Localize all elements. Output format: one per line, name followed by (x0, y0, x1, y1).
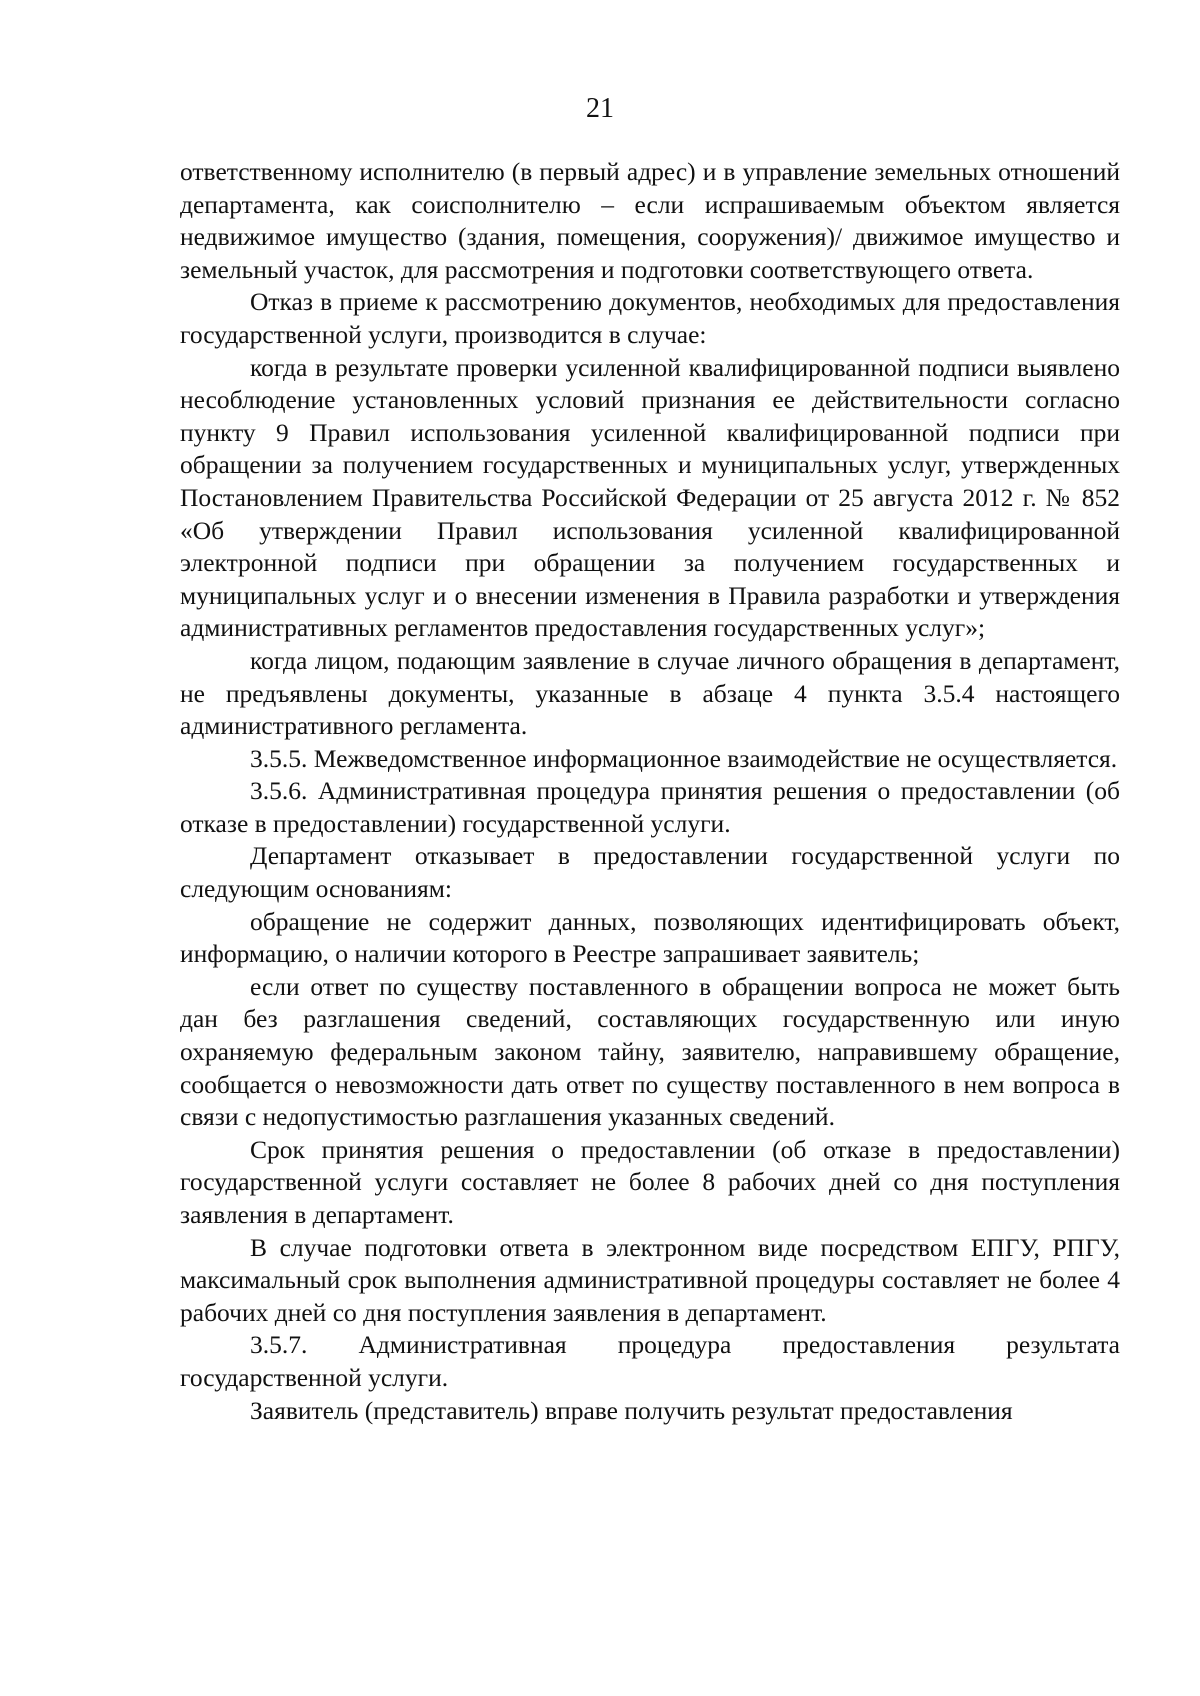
paragraph-8: обращение не содержит данных, позволяющих идентифицировать объект, информацию, о наличии которого в Реестре запрашивает заявитель; (180, 906, 1120, 969)
page-number: 21 (586, 93, 614, 124)
paragraph-3: когда в результате проверки усиленной квалифицированной подписи выявлено несоблюдение установленных условий признания ее действительности согласно пункту 9 Правил использования усиленной квалифицированной подписи при обращении за получением государственных и муниципальных услуг, утвержденных Постановлением Правительства Российской Федерации от 25 августа 2012 г. № 852 «Об утверждении Правил использования усиленной квалифицированной электронной подписи при обращении за получением государственных и муниципальных услуг и о внесении изменения в Правила разработки и утверждения административных регламентов предоставления государственных услуг»; (180, 352, 1120, 643)
paragraph-9: если ответ по существу поставленного в обращении вопроса не может быть дан без разглашения сведений, составляющих государственную или иную охраняемую федеральным законом тайну, заявителю, направившему обращение, сообщается о невозможности дать ответ по существу поставленного в нем вопроса в связи с недопустимостью разглашения указанных сведений. (180, 971, 1120, 1132)
paragraph-6: 3.5.6. Административная процедура принятия решения о предоставлении (об отказе в предоставлении) государственной услуги. (180, 776, 1120, 838)
paragraph-11: В случае подготовки ответа в электронном виде посредством ЕПГУ, РПГУ, максимальный срок выполнения административной процедуры составляет не более 4 рабочих дней со дня поступления заявления в департамент. (180, 1232, 1120, 1327)
paragraph-1: ответственному исполнителю (в первый адрес) и в управление земельных отношений департамента, как соисполнителю – если испрашиваемым объектом является недвижимое имущество (здания, помещения, сооружения)/ движимое имущество и земельный участок, для рассмотрения и подготовки соответствующего ответа. (180, 157, 1120, 284)
paragraph-2: Отказ в приеме к рассмотрению документов, необходимых для предоставления государственной услуги, производится в случае: (180, 287, 1120, 349)
paragraph-5: 3.5.5. Межведомственное информационное взаимодействие не осуществляется. (250, 743, 1118, 773)
paragraph-4: когда лицом, подающим заявление в случае личного обращения в департамент, не предъявлены документы, указанные в абзаце 4 пункта 3.5.4 настоящего административного регламента. (180, 645, 1120, 741)
paragraph-10: Срок принятия решения о предоставлении (об отказе в предоставлении) государственной услуги составляет не более 8 рабочих дней со дня поступления заявления в департамент. (180, 1134, 1120, 1229)
paragraph-7: Департамент отказывает в предоставлении государственной услуги по следующим основаниям: (180, 841, 1120, 904)
document-body (180, 156, 1120, 1427)
paragraph-13: Заявитель (представитель) вправе получить результат предоставления (250, 1395, 1013, 1425)
paragraph-12: 3.5.7. Административная процедура предоставления результата государственной услуги. (180, 1330, 1120, 1392)
